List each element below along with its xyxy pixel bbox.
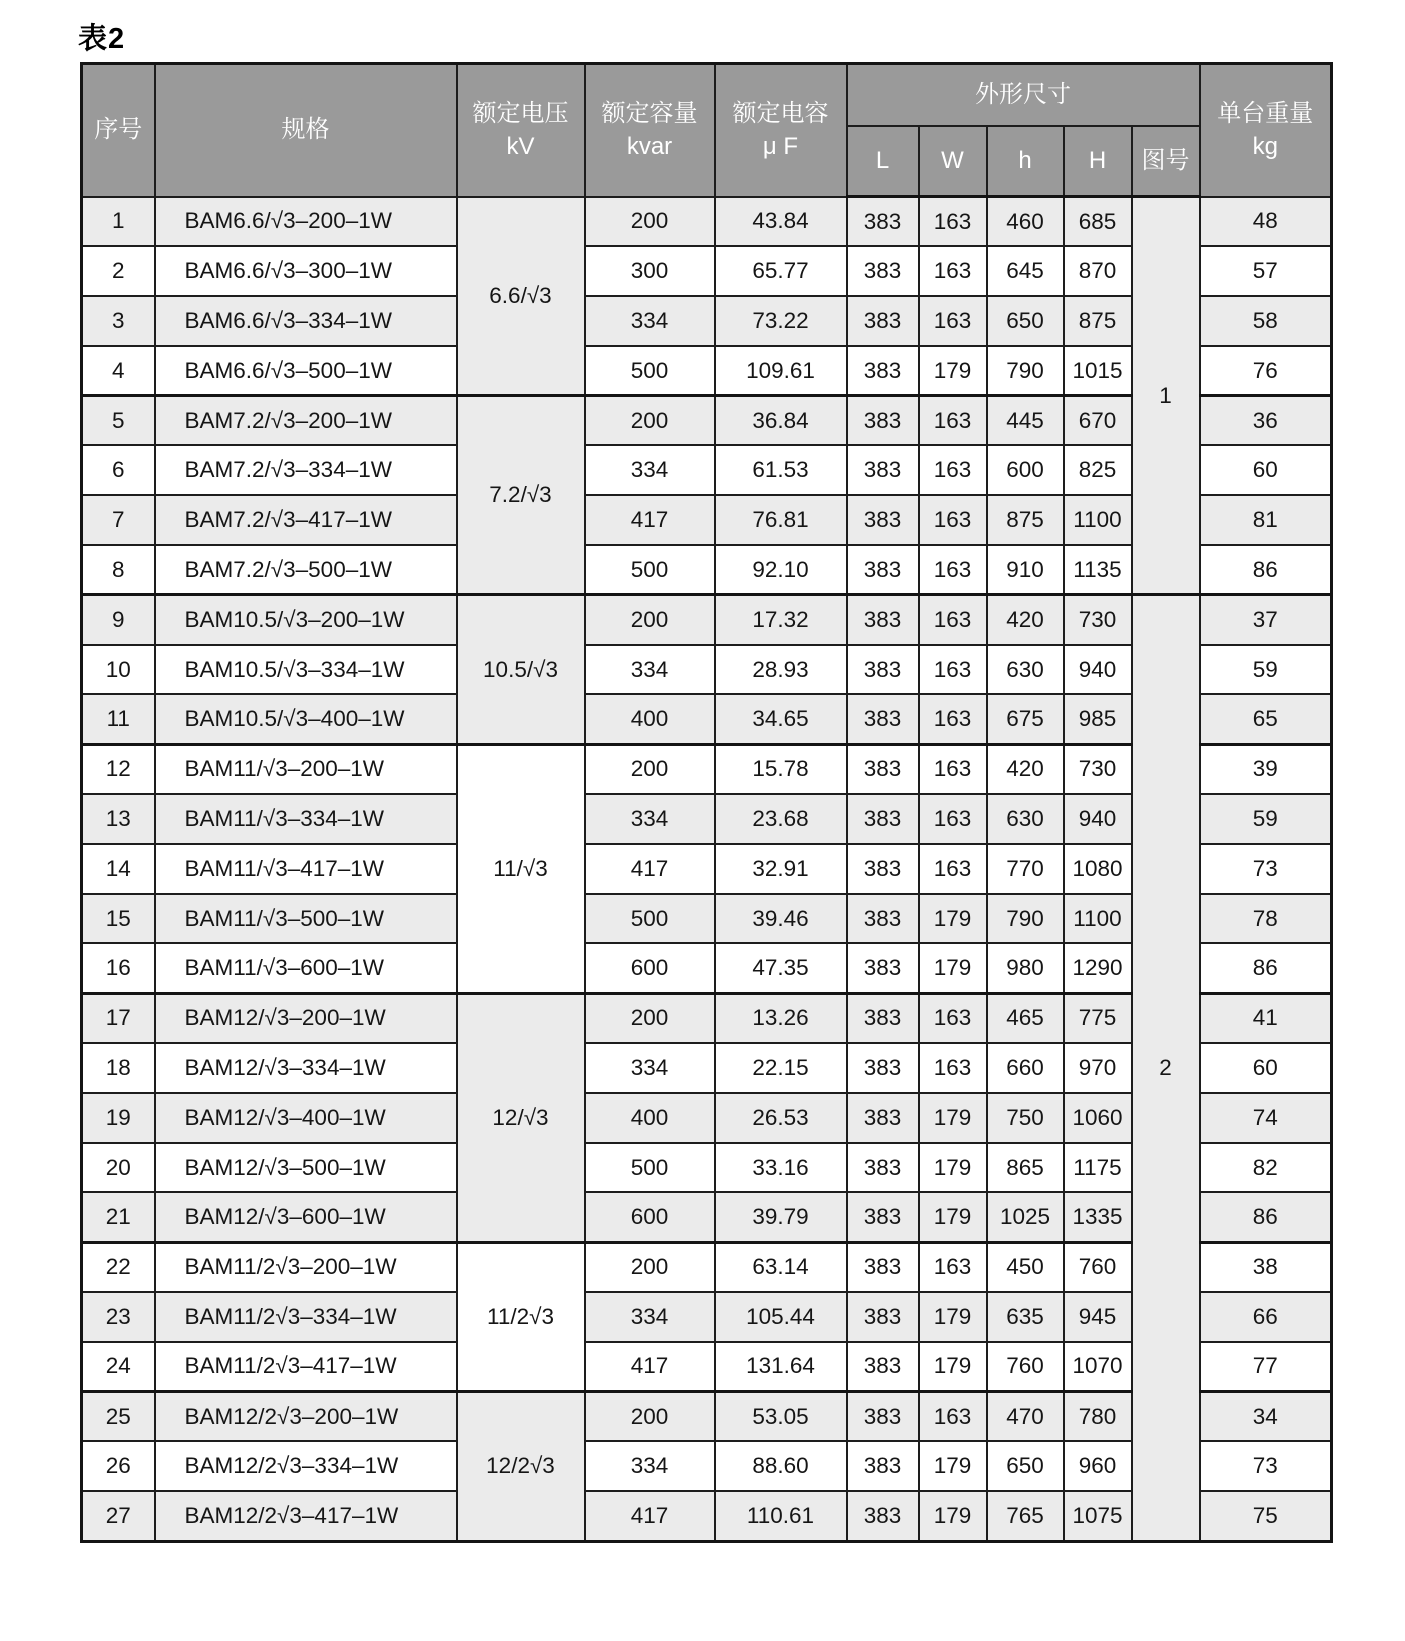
cell-serial: 4 xyxy=(82,346,155,396)
cell-serial: 10 xyxy=(82,645,155,695)
cell-dim-W: 179 xyxy=(919,1093,987,1143)
cell-rated-capacity: 200 xyxy=(585,1392,715,1442)
cell-rated-capacitance: 65.77 xyxy=(715,246,847,296)
cell-serial: 19 xyxy=(82,1093,155,1143)
cell-dim-h: 645 xyxy=(987,246,1064,296)
cell-dim-h: 790 xyxy=(987,346,1064,396)
cell-dim-h: 675 xyxy=(987,694,1064,744)
cell-dim-L: 383 xyxy=(847,844,919,894)
cell-dim-W: 163 xyxy=(919,1242,987,1292)
cell-dim-W: 179 xyxy=(919,1342,987,1392)
cell-dim-W: 163 xyxy=(919,445,987,495)
cell-unit-weight: 86 xyxy=(1200,943,1332,993)
cell-serial: 22 xyxy=(82,1242,155,1292)
cell-dim-H: 1080 xyxy=(1064,844,1132,894)
cell-rated-capacitance: 28.93 xyxy=(715,645,847,695)
header-unit-weight: 单台重量 kg xyxy=(1200,64,1332,197)
cell-rated-voltage: 7.2/√3 xyxy=(457,396,585,595)
cell-serial: 2 xyxy=(82,246,155,296)
cell-rated-capacity: 200 xyxy=(585,1242,715,1292)
table-header xyxy=(82,64,1332,197)
cell-rated-capacity: 334 xyxy=(585,296,715,346)
cell-dim-L: 383 xyxy=(847,894,919,944)
cell-unit-weight: 34 xyxy=(1200,1392,1332,1442)
cell-rated-capacity: 400 xyxy=(585,694,715,744)
cell-dim-h: 650 xyxy=(987,1441,1064,1491)
cell-unit-weight: 77 xyxy=(1200,1342,1332,1392)
cell-spec: BAM10.5/√3–334–1W xyxy=(155,645,457,695)
cell-rated-capacity: 500 xyxy=(585,894,715,944)
cell-dim-H: 1070 xyxy=(1064,1342,1132,1392)
cell-serial: 25 xyxy=(82,1392,155,1442)
cell-dim-W: 163 xyxy=(919,1392,987,1442)
cell-dim-L: 383 xyxy=(847,396,919,446)
cell-rated-capacity: 334 xyxy=(585,645,715,695)
cell-dim-W: 163 xyxy=(919,844,987,894)
cell-rated-capacitance: 36.84 xyxy=(715,396,847,446)
cell-dim-H: 1335 xyxy=(1064,1192,1132,1242)
cell-serial: 6 xyxy=(82,445,155,495)
cell-spec: BAM7.2/√3–200–1W xyxy=(155,396,457,446)
cell-dim-h: 445 xyxy=(987,396,1064,446)
table-title: 表2 xyxy=(78,23,126,55)
cell-dim-W: 163 xyxy=(919,744,987,794)
cell-rated-capacity: 417 xyxy=(585,1491,715,1541)
cell-spec: BAM12/√3–400–1W xyxy=(155,1093,457,1143)
cell-rated-capacity: 600 xyxy=(585,1192,715,1242)
cell-dim-H: 1015 xyxy=(1064,346,1132,396)
cell-unit-weight: 38 xyxy=(1200,1242,1332,1292)
cell-dim-h: 790 xyxy=(987,894,1064,944)
cell-dim-L: 383 xyxy=(847,645,919,695)
cell-dim-L: 383 xyxy=(847,943,919,993)
cell-dim-W: 179 xyxy=(919,1491,987,1541)
cell-spec: BAM12/2√3–417–1W xyxy=(155,1491,457,1541)
cell-dim-H: 870 xyxy=(1064,246,1132,296)
cell-dim-h: 450 xyxy=(987,1242,1064,1292)
cell-rated-capacity: 200 xyxy=(585,595,715,645)
cell-dim-H: 1060 xyxy=(1064,1093,1132,1143)
cell-dim-H: 940 xyxy=(1064,645,1132,695)
header-rated-capacity: 额定容量 kvar xyxy=(585,64,715,197)
cell-dim-W: 163 xyxy=(919,694,987,744)
cell-rated-voltage: 10.5/√3 xyxy=(457,595,585,744)
cell-dim-W: 163 xyxy=(919,645,987,695)
cell-rated-voltage: 11/√3 xyxy=(457,744,585,993)
cell-spec: BAM10.5/√3–400–1W xyxy=(155,694,457,744)
cell-serial: 3 xyxy=(82,296,155,346)
cell-unit-weight: 60 xyxy=(1200,445,1332,495)
cell-serial: 17 xyxy=(82,993,155,1043)
table-row xyxy=(82,595,1332,645)
cell-dim-h: 470 xyxy=(987,1392,1064,1442)
cell-spec: BAM12/√3–200–1W xyxy=(155,993,457,1043)
header-dimensions: 外形尺寸 xyxy=(847,64,1200,126)
cell-rated-capacity: 334 xyxy=(585,445,715,495)
cell-rated-capacity: 200 xyxy=(585,993,715,1043)
cell-dim-H: 940 xyxy=(1064,794,1132,844)
cell-serial: 23 xyxy=(82,1292,155,1342)
header-dim-L: L xyxy=(847,126,919,197)
header-serial: 序号 xyxy=(82,64,155,197)
cell-rated-capacitance: 131.64 xyxy=(715,1342,847,1392)
cell-unit-weight: 57 xyxy=(1200,246,1332,296)
cell-dim-W: 179 xyxy=(919,1143,987,1193)
header-rated-capacitance: 额定电容 μ F xyxy=(715,64,847,197)
cell-dim-L: 383 xyxy=(847,1143,919,1193)
cell-rated-capacitance: 63.14 xyxy=(715,1242,847,1292)
cell-unit-weight: 75 xyxy=(1200,1491,1332,1541)
cell-unit-weight: 41 xyxy=(1200,993,1332,1043)
cell-serial: 18 xyxy=(82,1043,155,1093)
cell-dim-W: 163 xyxy=(919,396,987,446)
cell-rated-capacity: 500 xyxy=(585,1143,715,1193)
cell-dim-h: 980 xyxy=(987,943,1064,993)
cell-unit-weight: 73 xyxy=(1200,1441,1332,1491)
cell-dim-h: 770 xyxy=(987,844,1064,894)
cell-serial: 1 xyxy=(82,197,155,247)
cell-dim-L: 383 xyxy=(847,346,919,396)
cell-dim-W: 163 xyxy=(919,197,987,247)
cell-dim-L: 383 xyxy=(847,744,919,794)
cell-spec: BAM12/2√3–200–1W xyxy=(155,1392,457,1442)
cell-dim-L: 383 xyxy=(847,197,919,247)
cell-rated-capacity: 334 xyxy=(585,794,715,844)
cell-rated-capacitance: 73.22 xyxy=(715,296,847,346)
cell-serial: 8 xyxy=(82,545,155,595)
cell-dim-h: 635 xyxy=(987,1292,1064,1342)
cell-rated-capacitance: 43.84 xyxy=(715,197,847,247)
cell-spec: BAM11/√3–600–1W xyxy=(155,943,457,993)
cell-unit-weight: 59 xyxy=(1200,645,1332,695)
cell-dim-h: 865 xyxy=(987,1143,1064,1193)
header-figure-no: 图号 xyxy=(1132,126,1200,197)
cell-dim-L: 383 xyxy=(847,445,919,495)
cell-rated-capacitance: 17.32 xyxy=(715,595,847,645)
cell-dim-L: 383 xyxy=(847,993,919,1043)
cell-dim-h: 910 xyxy=(987,545,1064,595)
cell-dim-W: 179 xyxy=(919,943,987,993)
cell-unit-weight: 37 xyxy=(1200,595,1332,645)
cell-rated-capacitance: 109.61 xyxy=(715,346,847,396)
cell-rated-capacitance: 39.79 xyxy=(715,1192,847,1242)
cell-rated-capacity: 417 xyxy=(585,1342,715,1392)
cell-dim-L: 383 xyxy=(847,1441,919,1491)
cell-spec: BAM12/√3–334–1W xyxy=(155,1043,457,1093)
cell-dim-W: 179 xyxy=(919,346,987,396)
cell-unit-weight: 60 xyxy=(1200,1043,1332,1093)
cell-rated-voltage: 11/2√3 xyxy=(457,1242,585,1391)
cell-spec: BAM12/2√3–334–1W xyxy=(155,1441,457,1491)
cell-rated-capacity: 200 xyxy=(585,197,715,247)
cell-unit-weight: 86 xyxy=(1200,1192,1332,1242)
cell-spec: BAM6.6/√3–200–1W xyxy=(155,197,457,247)
cell-dim-W: 179 xyxy=(919,1292,987,1342)
cell-dim-H: 1135 xyxy=(1064,545,1132,595)
cell-spec: BAM6.6/√3–300–1W xyxy=(155,246,457,296)
cell-dim-H: 1075 xyxy=(1064,1491,1132,1541)
cell-unit-weight: 86 xyxy=(1200,545,1332,595)
cell-rated-capacitance: 110.61 xyxy=(715,1491,847,1541)
cell-serial: 16 xyxy=(82,943,155,993)
header-rated-voltage: 额定电压 kV xyxy=(457,64,585,197)
cell-rated-capacitance: 88.60 xyxy=(715,1441,847,1491)
cell-rated-capacitance: 13.26 xyxy=(715,993,847,1043)
cell-unit-weight: 81 xyxy=(1200,495,1332,545)
cell-rated-capacity: 300 xyxy=(585,246,715,296)
cell-unit-weight: 65 xyxy=(1200,694,1332,744)
cell-spec: BAM11/2√3–200–1W xyxy=(155,1242,457,1292)
cell-serial: 5 xyxy=(82,396,155,446)
cell-spec: BAM11/√3–200–1W xyxy=(155,744,457,794)
cell-unit-weight: 59 xyxy=(1200,794,1332,844)
cell-dim-H: 985 xyxy=(1064,694,1132,744)
cell-unit-weight: 73 xyxy=(1200,844,1332,894)
cell-spec: BAM11/√3–500–1W xyxy=(155,894,457,944)
cell-rated-capacity: 334 xyxy=(585,1292,715,1342)
cell-spec: BAM6.6/√3–334–1W xyxy=(155,296,457,346)
cell-dim-H: 685 xyxy=(1064,197,1132,247)
cell-spec: BAM11/√3–334–1W xyxy=(155,794,457,844)
cell-dim-W: 163 xyxy=(919,545,987,595)
cell-dim-L: 383 xyxy=(847,1242,919,1292)
cell-rated-capacitance: 105.44 xyxy=(715,1292,847,1342)
cell-dim-H: 730 xyxy=(1064,595,1132,645)
cell-rated-capacitance: 61.53 xyxy=(715,445,847,495)
cell-dim-h: 1025 xyxy=(987,1192,1064,1242)
cell-unit-weight: 39 xyxy=(1200,744,1332,794)
cell-dim-L: 383 xyxy=(847,595,919,645)
cell-rated-capacitance: 22.15 xyxy=(715,1043,847,1093)
cell-spec: BAM7.2/√3–500–1W xyxy=(155,545,457,595)
cell-serial: 20 xyxy=(82,1143,155,1193)
cell-spec: BAM7.2/√3–417–1W xyxy=(155,495,457,545)
cell-dim-h: 650 xyxy=(987,296,1064,346)
cell-dim-h: 420 xyxy=(987,744,1064,794)
cell-unit-weight: 78 xyxy=(1200,894,1332,944)
cell-dim-H: 780 xyxy=(1064,1392,1132,1442)
cell-unit-weight: 36 xyxy=(1200,396,1332,446)
cell-dim-L: 383 xyxy=(847,794,919,844)
cell-dim-W: 163 xyxy=(919,595,987,645)
capacitor-spec-table xyxy=(80,62,1333,1543)
cell-dim-h: 465 xyxy=(987,993,1064,1043)
cell-dim-H: 825 xyxy=(1064,445,1132,495)
cell-dim-L: 383 xyxy=(847,1292,919,1342)
cell-dim-H: 875 xyxy=(1064,296,1132,346)
cell-rated-capacitance: 33.16 xyxy=(715,1143,847,1193)
cell-dim-H: 970 xyxy=(1064,1043,1132,1093)
cell-rated-capacity: 417 xyxy=(585,844,715,894)
cell-spec: BAM6.6/√3–500–1W xyxy=(155,346,457,396)
cell-dim-H: 730 xyxy=(1064,744,1132,794)
cell-spec: BAM11/2√3–417–1W xyxy=(155,1342,457,1392)
cell-figure-no: 1 xyxy=(1132,197,1200,595)
header-dim-H: H xyxy=(1064,126,1132,197)
cell-figure-no: 2 xyxy=(1132,595,1200,1541)
cell-serial: 27 xyxy=(82,1491,155,1541)
cell-dim-L: 383 xyxy=(847,1342,919,1392)
cell-serial: 9 xyxy=(82,595,155,645)
cell-rated-capacitance: 76.81 xyxy=(715,495,847,545)
cell-dim-W: 163 xyxy=(919,1043,987,1093)
cell-dim-L: 383 xyxy=(847,1392,919,1442)
table-row xyxy=(82,197,1332,247)
cell-dim-L: 383 xyxy=(847,1491,919,1541)
cell-rated-capacity: 400 xyxy=(585,1093,715,1143)
header-dim-W: W xyxy=(919,126,987,197)
cell-dim-h: 765 xyxy=(987,1491,1064,1541)
cell-dim-W: 179 xyxy=(919,1441,987,1491)
cell-dim-h: 750 xyxy=(987,1093,1064,1143)
cell-dim-W: 163 xyxy=(919,495,987,545)
cell-dim-h: 875 xyxy=(987,495,1064,545)
cell-serial: 14 xyxy=(82,844,155,894)
cell-unit-weight: 66 xyxy=(1200,1292,1332,1342)
cell-dim-H: 760 xyxy=(1064,1242,1132,1292)
cell-spec: BAM11/√3–417–1W xyxy=(155,844,457,894)
cell-rated-capacitance: 53.05 xyxy=(715,1392,847,1442)
cell-rated-capacitance: 34.65 xyxy=(715,694,847,744)
cell-dim-L: 383 xyxy=(847,1093,919,1143)
cell-dim-h: 760 xyxy=(987,1342,1064,1392)
cell-rated-capacity: 200 xyxy=(585,396,715,446)
cell-dim-L: 383 xyxy=(847,1043,919,1093)
cell-spec: BAM7.2/√3–334–1W xyxy=(155,445,457,495)
cell-spec: BAM12/√3–600–1W xyxy=(155,1192,457,1242)
cell-dim-W: 163 xyxy=(919,296,987,346)
cell-dim-H: 670 xyxy=(1064,396,1132,446)
cell-rated-capacitance: 26.53 xyxy=(715,1093,847,1143)
cell-dim-h: 600 xyxy=(987,445,1064,495)
cell-dim-H: 1100 xyxy=(1064,495,1132,545)
cell-rated-capacity: 600 xyxy=(585,943,715,993)
cell-rated-voltage: 12/√3 xyxy=(457,993,585,1242)
cell-dim-h: 420 xyxy=(987,595,1064,645)
cell-dim-h: 630 xyxy=(987,645,1064,695)
cell-spec: BAM11/2√3–334–1W xyxy=(155,1292,457,1342)
cell-serial: 15 xyxy=(82,894,155,944)
cell-unit-weight: 76 xyxy=(1200,346,1332,396)
cell-dim-L: 383 xyxy=(847,246,919,296)
header-dim-h: h xyxy=(987,126,1064,197)
cell-dim-W: 163 xyxy=(919,246,987,296)
cell-dim-h: 630 xyxy=(987,794,1064,844)
table-body xyxy=(82,197,1332,1542)
cell-unit-weight: 58 xyxy=(1200,296,1332,346)
cell-dim-W: 163 xyxy=(919,993,987,1043)
cell-dim-W: 163 xyxy=(919,794,987,844)
cell-dim-W: 179 xyxy=(919,1192,987,1242)
cell-dim-H: 775 xyxy=(1064,993,1132,1043)
cell-rated-capacitance: 39.46 xyxy=(715,894,847,944)
cell-dim-W: 179 xyxy=(919,894,987,944)
cell-rated-voltage: 12/2√3 xyxy=(457,1392,585,1541)
cell-dim-L: 383 xyxy=(847,694,919,744)
cell-dim-H: 960 xyxy=(1064,1441,1132,1491)
cell-serial: 24 xyxy=(82,1342,155,1392)
cell-unit-weight: 82 xyxy=(1200,1143,1332,1193)
cell-rated-capacitance: 32.91 xyxy=(715,844,847,894)
cell-rated-capacity: 200 xyxy=(585,744,715,794)
cell-rated-capacity: 334 xyxy=(585,1441,715,1491)
cell-unit-weight: 74 xyxy=(1200,1093,1332,1143)
cell-serial: 26 xyxy=(82,1441,155,1491)
cell-serial: 11 xyxy=(82,694,155,744)
cell-serial: 13 xyxy=(82,794,155,844)
cell-rated-capacity: 334 xyxy=(585,1043,715,1093)
cell-rated-capacitance: 23.68 xyxy=(715,794,847,844)
cell-rated-voltage: 6.6/√3 xyxy=(457,197,585,396)
cell-serial: 7 xyxy=(82,495,155,545)
cell-rated-capacity: 417 xyxy=(585,495,715,545)
cell-dim-L: 383 xyxy=(847,296,919,346)
cell-dim-L: 383 xyxy=(847,1192,919,1242)
cell-dim-H: 945 xyxy=(1064,1292,1132,1342)
cell-rated-capacitance: 47.35 xyxy=(715,943,847,993)
cell-rated-capacitance: 15.78 xyxy=(715,744,847,794)
cell-rated-capacity: 500 xyxy=(585,545,715,595)
cell-spec: BAM12/√3–500–1W xyxy=(155,1143,457,1193)
cell-dim-L: 383 xyxy=(847,495,919,545)
cell-dim-H: 1175 xyxy=(1064,1143,1132,1193)
cell-spec: BAM10.5/√3–200–1W xyxy=(155,595,457,645)
cell-serial: 12 xyxy=(82,744,155,794)
cell-dim-h: 460 xyxy=(987,197,1064,247)
cell-rated-capacity: 500 xyxy=(585,346,715,396)
cell-unit-weight: 48 xyxy=(1200,197,1332,247)
cell-serial: 21 xyxy=(82,1192,155,1242)
cell-dim-h: 660 xyxy=(987,1043,1064,1093)
cell-dim-L: 383 xyxy=(847,545,919,595)
cell-dim-H: 1100 xyxy=(1064,894,1132,944)
cell-dim-H: 1290 xyxy=(1064,943,1132,993)
cell-rated-capacitance: 92.10 xyxy=(715,545,847,595)
header-spec: 规格 xyxy=(155,64,457,197)
